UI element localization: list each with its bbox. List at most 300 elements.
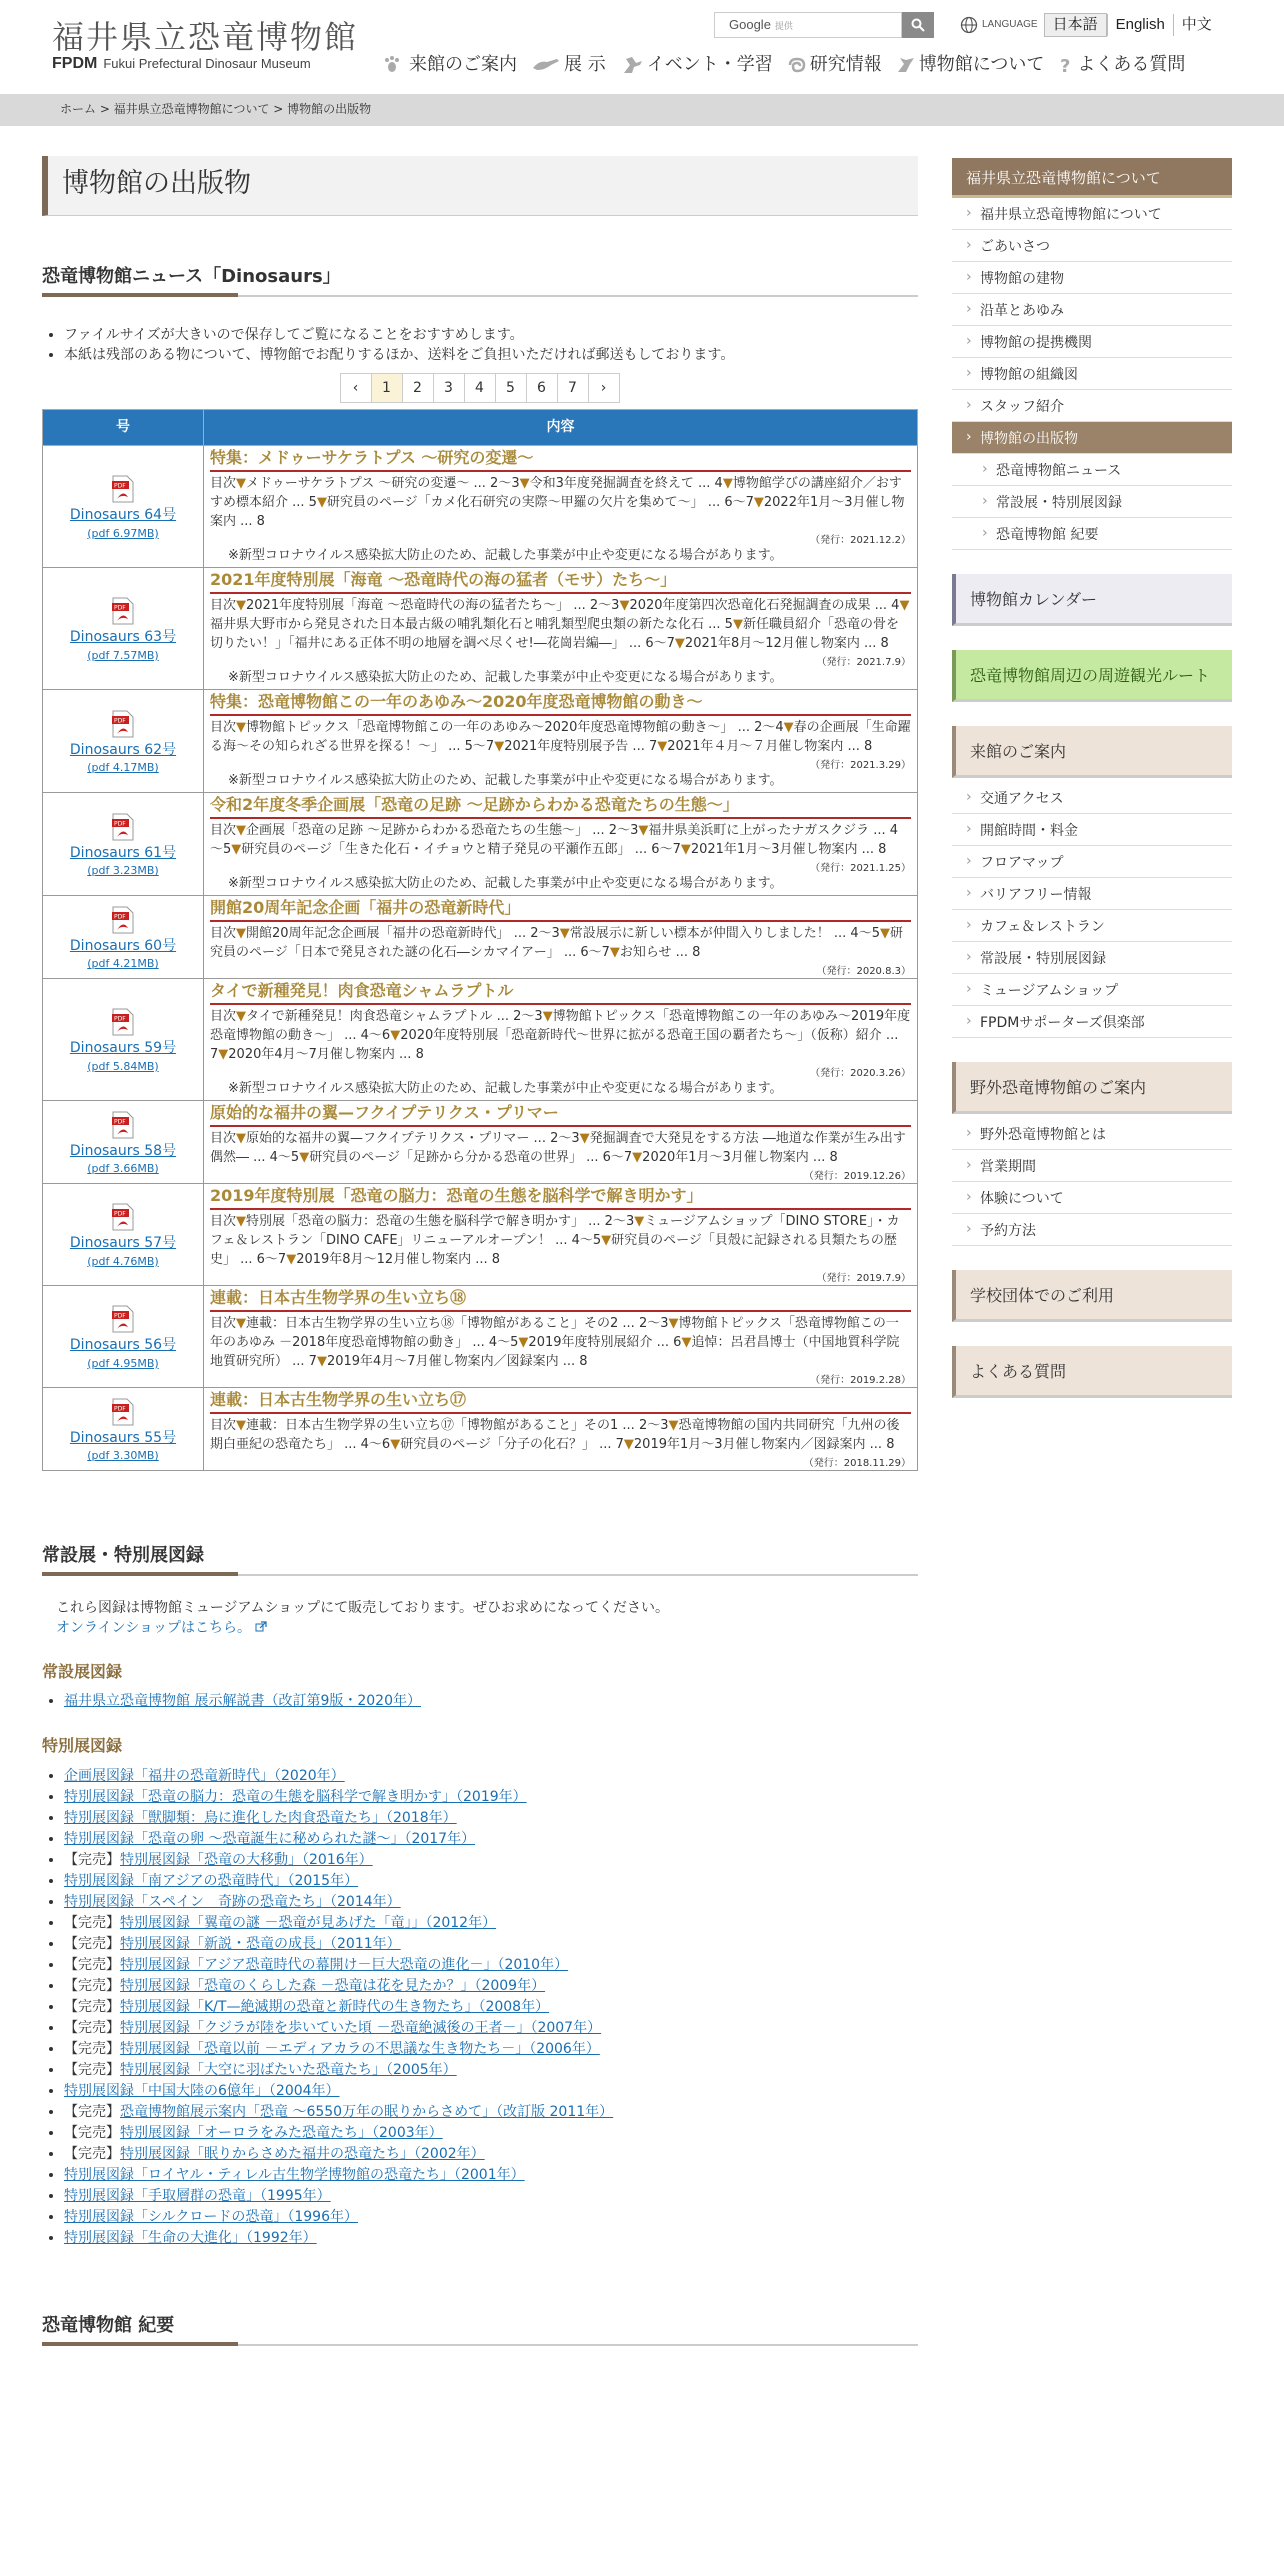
catalog-link[interactable]: 特別展図録「眠りからさめた福井の恐竜たち」（2002年）: [120, 2145, 485, 2162]
issue-number-cell: [43, 1286, 204, 1388]
logo-en: Fukui Prefectural Dinosaur Museum: [103, 56, 311, 71]
issue-title: 特集：恐竜博物館この一年のあゆみ～2020年度恐竜博物館の動き～: [210, 690, 911, 716]
issue-content-cell: [204, 690, 918, 793]
sidebar-item[interactable]: › スタッフ紹介: [952, 390, 1232, 422]
sold-out-label: 【完売】: [64, 2103, 120, 2120]
table-row: [43, 568, 918, 690]
issue-number-cell: [43, 1184, 204, 1286]
dinosaur-run-icon: [620, 55, 644, 75]
list-item: [64, 1976, 918, 1997]
site-search: [714, 12, 934, 38]
pdf-label: PDF: [114, 1015, 126, 1023]
sidebar-item[interactable]: › 博物館の提携機関: [952, 326, 1232, 358]
issue-title: 原始的な福井の翼—フクイプテリクス・プリマー: [210, 1101, 911, 1127]
catalog-link[interactable]: 特別展図録「新説・恐竜の成長」（2011年）: [120, 1935, 401, 1952]
catalog-link[interactable]: 福井県立恐竜博物館 展示解説書（改訂第9版・2020年）: [64, 1693, 421, 1710]
bird-dinosaur-icon: [896, 56, 916, 74]
issue-file-size[interactable]: (pdf 4.76MB): [87, 1254, 159, 1268]
catalog-link[interactable]: 企画展図録「福井の恐竜新時代」（2020年）: [64, 1767, 345, 1784]
sold-out-label: 【完売】: [64, 1935, 120, 1952]
fossil-icon: [787, 56, 807, 74]
sidebar-about-head[interactable]: 福井県立恐竜博物館について: [952, 158, 1232, 198]
issue-title: 2019年度特別展「恐竜の脳力：恐竜の生態を脳科学で解き明かす」: [210, 1184, 911, 1210]
sidebar-visit-head[interactable]: 来館のご案内: [952, 726, 1232, 778]
table-row: [43, 1286, 918, 1388]
sidebar-item[interactable]: › 博物館の出版物: [952, 422, 1232, 454]
breadcrumb[interactable]: ホーム > 福井県立恐竜博物館について > 博物館の出版物: [0, 94, 1284, 126]
list-item: [64, 2018, 918, 2039]
list-item: [64, 2039, 918, 2060]
catalog-link[interactable]: 特別展図録「生命の大進化」（1992年）: [64, 2229, 317, 2246]
toc-marker-icon: ▼: [632, 1150, 643, 1166]
list-item: [64, 2081, 918, 2102]
pdf-icon[interactable]: [112, 813, 134, 841]
catalog-link[interactable]: 特別展図録「恐竜の脳力：恐竜の生態を脳科学で解き明かす」（2019年）: [64, 1788, 527, 1805]
toc-marker-icon: ▼: [390, 1028, 401, 1044]
toc-marker-icon: ▼: [236, 720, 247, 736]
list-item: [64, 2123, 918, 2144]
issue-toc: 目次▼博物館トピックス「恐竜博物館この一年のあゆみ～2020年度恐竜博物館の動き～」 ... 2～4▼春の企画展「生命躍る海～その知られざる世界を探る！～」 ... 5～7▼2021年度特別展予告 ... 7▼2021年４月～７月催し物案内 ... 8: [210, 720, 911, 755]
page-num[interactable]: 1: [371, 373, 403, 403]
catalog-link[interactable]: 特別展図録「オーロラをみた恐竜たち」（2003年）: [120, 2124, 443, 2141]
pdf-icon[interactable]: [112, 1203, 134, 1231]
pdf-label: PDF: [114, 1405, 126, 1413]
toc-marker-icon: ▼: [231, 842, 242, 858]
issue-link[interactable]: Dinosaurs 63号: [69, 629, 177, 646]
issue-link[interactable]: Dinosaurs 62号: [69, 741, 177, 758]
sidebar-item[interactable]: › 博物館の組織図: [952, 358, 1232, 390]
catalog-link[interactable]: 特別展図録「恐竜の卵 ～恐竜誕生に秘められた謎～」（2017年）: [64, 1830, 476, 1847]
table-row: [43, 446, 918, 568]
toc-marker-icon: ▼: [218, 1047, 229, 1063]
toc-marker-icon: ▼: [286, 1252, 297, 1268]
issue-number-cell: [43, 1101, 204, 1184]
special-catalog-heading: 特別展図録: [42, 1736, 123, 1756]
sidebar: [952, 158, 1232, 1398]
table-row: [43, 1184, 918, 1286]
table-row: [43, 979, 918, 1101]
external-link-icon: [255, 1621, 267, 1632]
page-prev[interactable]: ‹: [340, 373, 372, 403]
pdf-icon[interactable]: [112, 475, 134, 503]
toc-marker-icon: ▼: [634, 1214, 645, 1230]
footprint-icon: [384, 56, 406, 74]
sidebar-subitem[interactable]: › 恐竜博物館ニュース: [952, 454, 1232, 486]
pdf-label: PDF: [114, 820, 126, 828]
issue-date: （発行：2020.3.26）: [810, 1068, 911, 1080]
main-content: [42, 156, 918, 2346]
sidebar-calendar[interactable]: 博物館カレンダー: [952, 574, 1232, 626]
toc-marker-icon: ▼: [674, 636, 685, 652]
pdf-icon[interactable]: [112, 597, 134, 625]
search-button[interactable]: [902, 12, 934, 38]
issue-date: （発行：2021.7.9）: [816, 657, 911, 669]
nav-about[interactable]: 博物館について: [896, 52, 1045, 78]
logo-abbr: FPDM: [52, 55, 98, 72]
sold-out-label: 【完売】: [64, 2124, 120, 2141]
catalog-link[interactable]: 特別展図録「恐竜以前 －エディアカラの不思議な生き物たち－」（2006年）: [120, 2040, 600, 2057]
toc-marker-icon: ▼: [579, 1131, 590, 1147]
sidebar-item[interactable]: › 体験について: [952, 1182, 1232, 1214]
toc-marker-icon: ▼: [518, 1335, 529, 1351]
sidebar-item[interactable]: › 常設展・特別展図録: [952, 942, 1232, 974]
site-logo[interactable]: [52, 18, 358, 72]
news-notes: [64, 325, 918, 365]
issue-link[interactable]: Dinosaurs 59号: [69, 1040, 177, 1057]
pdf-icon[interactable]: [112, 710, 134, 738]
issue-date: （発行：2018.11.29）: [803, 1458, 911, 1470]
news-heading: 恐竜博物館ニュース「Dinosaurs」: [42, 264, 918, 297]
catalog-link[interactable]: 特別展図録「翼竜の謎 －恐竜が見あげた「竜」」（2012年）: [120, 1914, 497, 1931]
issue-file-size[interactable]: (pdf 6.97MB): [87, 526, 159, 540]
list-item: [64, 2060, 918, 2081]
sidebar-item[interactable]: › 予約方法: [952, 1214, 1232, 1246]
toc-marker-icon: ▼: [559, 926, 570, 942]
catalog-link[interactable]: 特別展図録「南アジアの恐竜時代」（2015年）: [64, 1872, 359, 1889]
catalog-link[interactable]: 特別展図録「アジア恐竜時代の幕開け－巨大恐竜の進化－」（2010年）: [120, 1956, 569, 1973]
sidebar-subitem[interactable]: › 恐竜博物館 紀要: [952, 518, 1232, 550]
issue-date: （発行：2019.12.26）: [803, 1171, 911, 1183]
issue-title: 連載：日本古生物学界の生い立ち⑱: [210, 1286, 911, 1312]
issue-number-cell: [43, 1388, 204, 1471]
toc-marker-icon: ▼: [494, 739, 505, 755]
pagination: [42, 373, 918, 403]
list-item: [64, 1913, 918, 1934]
page-num[interactable]: 6: [526, 373, 558, 403]
issue-file-size[interactable]: (pdf 4.21MB): [87, 957, 159, 971]
issue-number-cell: [43, 793, 204, 896]
page-num[interactable]: 2: [402, 373, 434, 403]
language-switcher: [960, 12, 1220, 38]
sidebar-item[interactable]: › 交通アクセス: [952, 782, 1232, 814]
catalog-link[interactable]: 特別展図録「K/T—絶滅期の恐竜と新時代の生き物たち」（2008年）: [120, 1998, 550, 2015]
issue-link[interactable]: Dinosaurs 64号: [69, 507, 177, 524]
list-item: [64, 2102, 918, 2123]
issue-number-cell: [43, 690, 204, 793]
issue-number-cell: [43, 568, 204, 690]
list-item: [64, 1892, 918, 1913]
sidebar-item[interactable]: › 開館時間・料金: [952, 814, 1232, 846]
search-input[interactable]: [714, 12, 902, 38]
list-item: [64, 2165, 918, 2186]
issue-content-cell: [204, 568, 918, 690]
list-item: [64, 1850, 918, 1871]
issue-date: （発行：2019.2.28）: [810, 1375, 911, 1387]
list-item: [64, 1808, 918, 1829]
catalog-link[interactable]: 特別展図録「恐竜の大移動」（2016年）: [120, 1851, 373, 1868]
search-provided-label: 提供: [774, 21, 793, 31]
toc-marker-icon: ▼: [619, 598, 630, 614]
list-item: [64, 2144, 918, 2165]
search-icon: [911, 18, 925, 32]
pdf-icon[interactable]: [112, 906, 134, 934]
issue-title: 連載：日本古生物学界の生い立ち⑰: [210, 1388, 911, 1414]
toc-marker-icon: ▼: [668, 1418, 679, 1434]
sidebar-item[interactable]: › FPDMサポーターズ倶楽部: [952, 1006, 1232, 1038]
globe-icon: [960, 16, 978, 34]
sidebar-outdoor-head[interactable]: 野外恐竜博物館のご案内: [952, 1062, 1232, 1114]
issue-file-size[interactable]: (pdf 4.95MB): [87, 1356, 159, 1370]
issue-content-cell: [204, 793, 918, 896]
kiyo-heading: 恐竜博物館 紀要: [42, 2313, 918, 2346]
pdf-label: PDF: [114, 913, 126, 921]
catalog-link[interactable]: 特別展図録「クジラが陸を歩いていた頃 －恐竜絶滅後の王者－」（2007年）: [120, 2019, 602, 2036]
sidebar-subitem[interactable]: › 常設展・特別展図録: [952, 486, 1232, 518]
issue-content-cell: [204, 979, 918, 1101]
permanent-catalog-heading: 常設展図録: [42, 1662, 123, 1682]
toc-marker-icon: ▼: [879, 926, 890, 942]
pdf-icon[interactable]: [112, 1398, 134, 1426]
issue-link[interactable]: Dinosaurs 58号: [69, 1142, 177, 1159]
lang-ja[interactable]: 日本語: [1044, 13, 1107, 37]
table-row: [43, 1388, 918, 1471]
catalog-link[interactable]: 特別展図録「大空に羽ばたいた恐竜たち」（2005年）: [120, 2061, 457, 2078]
issue-date: （発行：2019.7.9）: [816, 1273, 911, 1285]
toc-marker-icon: ▼: [236, 1009, 247, 1025]
toc-marker-icon: ▼: [638, 823, 649, 839]
sidebar-faq[interactable]: よくある質問: [952, 1346, 1232, 1398]
issue-date: （発行：2020.8.3）: [816, 966, 911, 978]
page-next[interactable]: ›: [588, 373, 620, 403]
page-title: 博物館の出版物: [42, 156, 918, 216]
issue-note: ※新型コロナウイルス感染拡大防止のため、記載した事業が中止や変更になる場合があります。: [228, 548, 783, 564]
toc-marker-icon: ▼: [657, 739, 668, 755]
nav-events[interactable]: イベント・学習: [620, 52, 773, 78]
list-item: [64, 1934, 918, 1955]
issue-toc: 目次▼メドゥーサケラトプス ～研究の変遷～ ... 2～3▼令和3年度発掘調査を終えて ... 4▼博物館学びの講座紹介／おすすめ標本紹介 ... 5▼研究員のページ「カメ化石研究の実際〜甲羅の欠片を集めて〜」 ... 6～7▼2022年1月～3月催し物案内 ... 8: [210, 476, 905, 530]
sold-out-label: 【完売】: [64, 2040, 120, 2057]
issue-toc: 目次▼企画展「恐竜の足跡 ～足跡からわかる恐竜たちの生態～」 ... 2～3▼福井県美浜町に上がったナガスクジラ ... 4～5▼研究員のページ「生きた化石・イチョウと精子発見の平瀬作五郎」 ... 6～7▼2021年1月～3月催し物案内 ... 8: [210, 823, 899, 858]
catalog-link[interactable]: 特別展図録「スペイン 奇跡の恐竜たち」（2014年）: [64, 1893, 401, 1910]
toc-marker-icon: ▼: [542, 1009, 553, 1025]
special-catalog-list: [64, 1766, 918, 2249]
toc-marker-icon: ▼: [236, 1214, 247, 1230]
sidebar-item[interactable]: › カフェ＆レストラン: [952, 910, 1232, 942]
issue-link[interactable]: Dinosaurs 57号: [69, 1235, 177, 1252]
issue-file-size[interactable]: (pdf 5.84MB): [87, 1059, 159, 1073]
issue-content-cell: [204, 1388, 918, 1471]
list-item: [64, 2228, 918, 2249]
pdf-label: PDF: [114, 1118, 126, 1126]
issue-note: ※新型コロナウイルス感染拡大防止のため、記載した事業が中止や変更になる場合があります。: [228, 670, 783, 686]
issue-content-cell: [204, 1286, 918, 1388]
list-item: [64, 1955, 918, 1976]
issue-number-cell: [43, 896, 204, 979]
sidebar-item[interactable]: › 野外恐竜博物館とは: [952, 1118, 1232, 1150]
sidebar-tour-route[interactable]: 恐竜博物館周辺の周遊観光ルート: [952, 650, 1232, 702]
list-item: [64, 1787, 918, 1808]
issue-number-cell: [43, 979, 204, 1101]
sidebar-item[interactable]: › 博物館の建物: [952, 262, 1232, 294]
list-item: [64, 1829, 918, 1850]
list-item: [64, 1766, 918, 1787]
issue-toc: 目次▼タイで新種発見！肉食恐竜シャムラプトル ... 2～3▼博物館トピックス「恐竜博物館この一年のあゆみ～2019年度恐竜博物館の動き～」 ... 4～6▼2020年度特別展「恐竜新時代〜世界に拡がる恐竜王国の覇者たち〜」（仮称）紹介 ... 7▼2020年4月〜7月催し物案内 ... 8: [210, 1009, 911, 1063]
issue-toc: 目次▼開館20周年記念企画展「福井の恐竜新時代」 ... 2～3▼常設展示に新しい標本が仲間入りしました！ ... 4～5▼研究員のページ「日本で発見された謎の化石―シカマイアー」 ... 6～7▼お知らせ ... 8: [210, 926, 903, 961]
toc-marker-icon: ▼: [722, 476, 733, 492]
sold-out-label: 【完売】: [64, 1851, 120, 1868]
global-nav: [384, 52, 1199, 78]
table-row: [43, 690, 918, 793]
sidebar-item[interactable]: › 沿革とあゆみ: [952, 294, 1232, 326]
sidebar-item[interactable]: › 営業期間: [952, 1150, 1232, 1182]
sold-out-label: 【完売】: [64, 2061, 120, 2078]
sidebar-item[interactable]: › ごあいさつ: [952, 230, 1232, 262]
toc-marker-icon: ▼: [609, 945, 620, 961]
logo-jp: 福井県立恐竜博物館: [52, 18, 359, 56]
pdf-label: PDF: [114, 482, 126, 490]
toc-marker-icon: ▼: [236, 823, 247, 839]
issue-toc: 目次▼連載：日本古生物学界の生い立ち⑱「博物館があること」その2 ... 2～3▼博物館トピックス「恐竜博物館この一年のあゆみ －2018年度恐竜博物館の動き」 ... 4～5▼2019年度特別展紹介 ... 6▼追悼：呂君昌博士（中国地質科学院地質研究所） ... 7▼2019年4月〜7月催し物案内／図録案内 ... 8: [210, 1316, 900, 1370]
list-item: [64, 2186, 918, 2207]
pdf-icon[interactable]: [112, 1111, 134, 1139]
sold-out-label: 【完売】: [64, 1977, 120, 1994]
dinosaur-icon: [531, 56, 561, 74]
issue-number-cell: [43, 446, 204, 568]
permanent-catalog-list: [64, 1691, 918, 1712]
catalog-link[interactable]: 特別展図録「ロイヤル・ティレル古生物学博物館の恐竜たち」（2001年）: [64, 2166, 525, 2183]
issue-title: 開館20周年記念企画「福井の恐竜新時代」: [210, 896, 911, 922]
pdf-label: PDF: [114, 717, 126, 725]
issue-toc: 目次▼特別展「恐竜の脳力：恐竜の生態を脳科学で解き明かす」 ... 2～3▼ミュージアムショップ「DINO STORE」・カフェ＆レストラン「DINO CAFE」リニューアルオープン！ ... 4～5▼研究員のページ「貝殻に記録される貝類たちの歴史」 ... 6～7▼2019年8月〜12月催し物案内 ... 8: [210, 1214, 900, 1268]
issue-file-size[interactable]: (pdf 3.66MB): [87, 1162, 159, 1176]
nav-faq[interactable]: ? よくある質問: [1060, 54, 1186, 76]
pdf-label: PDF: [114, 1210, 126, 1218]
issue-date: （発行：2021.1.25）: [810, 863, 911, 875]
issue-note: ※新型コロナウイルス感染拡大防止のため、記載した事業が中止や変更になる場合があります。: [228, 1081, 783, 1097]
pdf-label: PDF: [114, 1312, 126, 1320]
sidebar-item[interactable]: › ミュージアムショップ: [952, 974, 1232, 1006]
issue-link[interactable]: Dinosaurs 61号: [69, 844, 177, 861]
issue-title: 特集：メドゥーサケラトプス ～研究の変遷～: [210, 446, 911, 472]
issue-link[interactable]: Dinosaurs 55号: [69, 1429, 177, 1446]
language-label: LANGUAGE: [982, 18, 1038, 30]
question-icon: [1058, 55, 1074, 75]
issue-file-size[interactable]: (pdf 7.57MB): [87, 648, 159, 662]
table-row: [43, 896, 918, 979]
news-table: [42, 409, 918, 1471]
catalog-link[interactable]: 特別展図録「恐竜のくらした森 －恐竜は花を見たか？」（2009年）: [120, 1977, 546, 1994]
page-num[interactable]: 7: [557, 373, 589, 403]
search-google-label: Google: [729, 17, 771, 32]
sidebar-item[interactable]: › フロアマップ: [952, 846, 1232, 878]
issue-link[interactable]: Dinosaurs 56号: [69, 1337, 177, 1354]
list-item: [64, 2207, 918, 2228]
nav-exhibit[interactable]: 展 示: [531, 52, 606, 78]
catalog-link[interactable]: 特別展図録「手取層群の恐竜」（1995年）: [64, 2187, 331, 2204]
toc-marker-icon: ▼: [316, 1354, 327, 1370]
issue-toc: 目次▼原始的な福井の翼—フクイプテリクス・プリマー ... 2～3▼発掘調査で大発見をする方法 ―地道な作業が生み出す偶然― ... 4～5▼研究員のページ「足跡から分かる恐竜の世界」 ... 6～7▼2020年1月〜3月催し物案内 ... 8: [210, 1131, 906, 1166]
issue-file-size[interactable]: (pdf 4.17MB): [87, 761, 159, 775]
sidebar-school[interactable]: 学校団体でのご利用: [952, 1270, 1232, 1322]
toc-marker-icon: ▼: [316, 495, 327, 511]
svg-text:?: ?: [1060, 56, 1071, 76]
catalog-link[interactable]: 恐竜博物館展示案内「恐竜 ～6550万年の眠りからさめて」（改訂版 2011年）: [120, 2103, 614, 2120]
issue-toc: 目次▼2021年度特別展「海竜 ～恐竜時代の海の猛者たち～」 ... 2～3▼2020年度第四次恐竜化石発掘調査の成果 ... 4▼福井県大野市から発見された日本最古級の哺乳類化石と哺乳類型爬虫類の新たな化石 ... 5▼新任職員紹介「恐竜の骨を切りたい！」「福井にある正体不明の地層を調べ尽くせ!―花崗岩編―」 ... 6～7▼2021年8月～12月催し物案内 ... 8: [210, 598, 910, 652]
page-num[interactable]: 5: [495, 373, 527, 403]
catalog-heading: 常設展・特別展図録: [42, 1543, 918, 1576]
pdf-label: PDF: [114, 604, 126, 612]
table-row: [43, 793, 918, 896]
lang-en[interactable]: English: [1107, 14, 1173, 36]
issue-title: 令和2年度冬季企画展「恐竜の足跡 ～足跡からわかる恐竜たちの生態～」: [210, 793, 911, 819]
issue-title: 2021年度特別展「海竜 ～恐竜時代の海の猛者（モサ）たち～」: [210, 568, 911, 594]
toc-marker-icon: ▼: [236, 598, 247, 614]
toc-marker-icon: ▼: [236, 1418, 247, 1434]
toc-marker-icon: ▼: [299, 1150, 310, 1166]
issue-file-size[interactable]: (pdf 3.23MB): [87, 864, 159, 878]
sold-out-label: 【完売】: [64, 1956, 120, 1973]
table-row: [43, 1101, 918, 1184]
note-item: • ファイルサイズが大きいので保存してご覧になることをおすすめします。: [64, 325, 918, 345]
toc-marker-icon: ▼: [601, 1233, 612, 1249]
list-item: [64, 1997, 918, 2018]
toc-marker-icon: ▼: [236, 1316, 247, 1332]
nav-research[interactable]: 研究情報: [787, 52, 882, 78]
catalog-link[interactable]: 特別展図録「獣脚類：鳥に進化した肉食恐竜たち」（2018年）: [64, 1809, 457, 1826]
sidebar-about-list: [952, 198, 1232, 550]
issue-content-cell: [204, 1184, 918, 1286]
page-num[interactable]: 3: [433, 373, 465, 403]
catalog-link[interactable]: 特別展図録「中国大陸の6億年」（2004年）: [64, 2082, 340, 2099]
col-content-header: 内容: [204, 410, 918, 446]
sold-out-label: 【完売】: [64, 1914, 120, 1931]
online-shop-link[interactable]: オンラインショップはこちら。: [56, 1620, 267, 1636]
site-header: [0, 0, 1284, 94]
sidebar-outdoor-list: [952, 1118, 1232, 1246]
toc-marker-icon: ▼: [680, 842, 691, 858]
toc-marker-icon: ▼: [236, 476, 247, 492]
pdf-icon[interactable]: [112, 1305, 134, 1333]
pdf-icon[interactable]: [112, 1008, 134, 1036]
issue-content-cell: [204, 1101, 918, 1184]
toc-marker-icon: ▼: [668, 1316, 679, 1332]
nav-visit[interactable]: 来館のご案内: [384, 52, 517, 78]
toc-marker-icon: ▼: [236, 926, 247, 942]
issue-content-cell: [204, 896, 918, 979]
toc-marker-icon: ▼: [236, 1131, 247, 1147]
catalog-link[interactable]: 特別展図録「シルクロードの恐竜」（1996年）: [64, 2208, 358, 2225]
toc-marker-icon: ▼: [519, 476, 530, 492]
catalog-lead: これら図録は博物館ミュージアムショップにて販売しております。ぜひお求めになってください。: [56, 1600, 670, 1617]
col-no-header: 号: [43, 410, 204, 446]
note-item: • 本紙は残部のある物について、博物館でお配りするほか、送料をご負担いただければ郵送もしております。: [64, 345, 918, 365]
issue-link[interactable]: Dinosaurs 60号: [69, 937, 177, 954]
sold-out-label: 【完売】: [64, 2019, 120, 2036]
sold-out-label: 【完売】: [64, 1998, 120, 2015]
issue-note: ※新型コロナウイルス感染拡大防止のため、記載した事業が中止や変更になる場合があります。: [228, 876, 783, 892]
issue-toc: 目次▼連載：日本古生物学界の生い立ち⑰「博物館があること」その1 ... 2～3▼恐竜博物館の国内共同研究「九州の後期白亜紀の恐竜たち」 ... 4～6▼研究員のページ「分子の化石？」 ... 7▼2019年1月〜3月催し物案内／図録案内 ... 8: [210, 1418, 900, 1453]
toc-marker-icon: ▼: [753, 495, 764, 511]
page-num[interactable]: 4: [464, 373, 496, 403]
toc-marker-icon: ▼: [732, 617, 743, 633]
issue-file-size[interactable]: (pdf 3.30MB): [87, 1449, 159, 1463]
lang-zh[interactable]: 中文: [1173, 14, 1220, 36]
list-item: [64, 1691, 918, 1712]
issue-content-cell: [204, 446, 918, 568]
sidebar-visit-list: [952, 782, 1232, 1038]
issue-note: ※新型コロナウイルス感染拡大防止のため、記載した事業が中止や変更になる場合があります。: [228, 773, 783, 789]
list-item: [64, 1871, 918, 1892]
toc-marker-icon: ▼: [623, 1437, 634, 1453]
sidebar-item[interactable]: › バリアフリー情報: [952, 878, 1232, 910]
toc-marker-icon: ▼: [899, 598, 910, 614]
issue-date: （発行：2021.3.29）: [810, 760, 911, 772]
issue-date: （発行：2021.12.2）: [810, 535, 911, 547]
toc-marker-icon: ▼: [783, 720, 794, 736]
toc-marker-icon: ▼: [390, 1437, 401, 1453]
sidebar-item[interactable]: › 福井県立恐竜博物館について: [952, 198, 1232, 230]
issue-title: タイで新種発見！肉食恐竜シャムラプトル: [210, 979, 911, 1005]
